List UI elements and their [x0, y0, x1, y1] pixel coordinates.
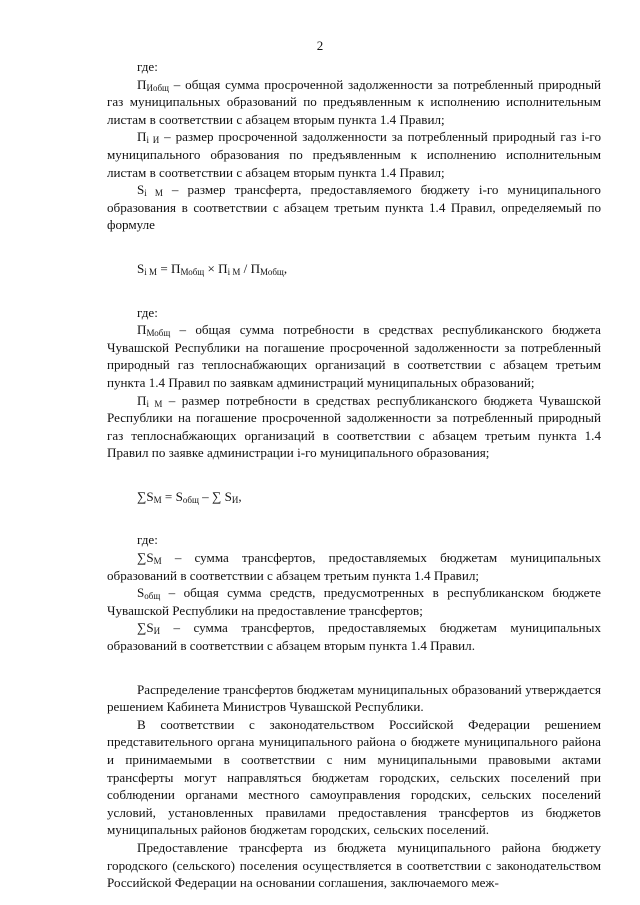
definition-item: $П_{i М}$ – размер потребности в средствах республиканского бюджета Чувашской Республики на погашение просроченной задолженности за потребленный природный газ теплоснабжающих организаций в соответствии с абзацем третьим пункта 1.4 Правил по заявке администрации i-го муниципального образования; — [107, 392, 601, 461]
where-label: где: — [137, 304, 158, 320]
definition-item: $П_{i И}$ – размер просроченной задолженности за потребленный природный газ i-го муниципального образования по предъявленным к исполнению исполнительным листам в соответствии с абзацем вторым пункта 1.4 Правил; — [107, 129, 601, 180]
definition-item: $П_{Мобщ}$ – общая сумма потребности в средствах республиканского бюджета Чувашской Республики на погашение просроченной задолженности за потребленный природный газ теплоснабжающих организаций в соответствии с абзацем третьим пункта 1.4 Правил по заявкам администраций муниципальных образований; — [107, 322, 601, 390]
formula-transfer: $S_{i М} = П_{Мобщ} \times П_{i М} / П_{Мобщ}$, — [137, 260, 288, 277]
formula-sum: $\sum S_М = S_{общ}$ – ∑ $S_И$, — [137, 488, 242, 505]
definition-item: $\sum S_И$ – сумма трансфертов, предоставляемых бюджетам муниципальных образований в соответствии с абзацем вторым пункта 1.4 Правил. — [107, 620, 601, 654]
definition-item: $S_{общ}$ – общая сумма средств, предусмотренных в республиканском бюджете Чувашской Республики на предоставление трансфертов; — [107, 585, 601, 618]
body-paragraph: В соответствии с законодательством Российской Федерации решением представительного органа муниципального района о бюджете муниципального района и принимаемыми в соответствии с ним муниципальными правовыми актами трансферты могут направляться бюджетам городских, сельских поселений при соблюдении органами местного самоуправления городских, сельских поселений условий, установленных правилами предоставления трансфертов из бюджетов муниципальных районов бюджетам городских, сельских поселений. — [107, 716, 601, 838]
body-paragraph: Предоставление трансферта из бюджета муниципального района бюджету городского (сельского) поселения осуществляется в соответствии с законодательством Российской Федерации на основании соглашения, заключаемого меж- — [107, 839, 601, 891]
document-body — [107, 58, 601, 892]
page-number: 2 — [316, 38, 324, 53]
definition-item: $S_{i М}$ – размер трансферта, предоставляемого бюджету i-го муниципального образования в соответствии с абзацем третьим пункта 1.4 Правил, определяемый по формуле — [107, 182, 601, 233]
where-label: где: — [137, 59, 158, 74]
definition-item: $П_{Иобщ}$ – общая сумма просроченной задолженности за потребленный природный газ муниципальных образований по предъявленным к исполнению исполнительным листам в соответствии с абзацем вторым пункта 1.4 Правил; — [107, 76, 601, 127]
where-label: где: — [137, 532, 158, 548]
body-paragraph: Распределение трансфертов бюджетам муниципальных образований утверждается решением Кабинета Министров Чувашской Республики. — [107, 681, 601, 715]
definition-item: $\sum S_М$ – сумма трансфертов, предоставляемых бюджетам муниципальных образований в соответствии с абзацем третьим пункта 1.4 Правил; — [107, 550, 601, 583]
